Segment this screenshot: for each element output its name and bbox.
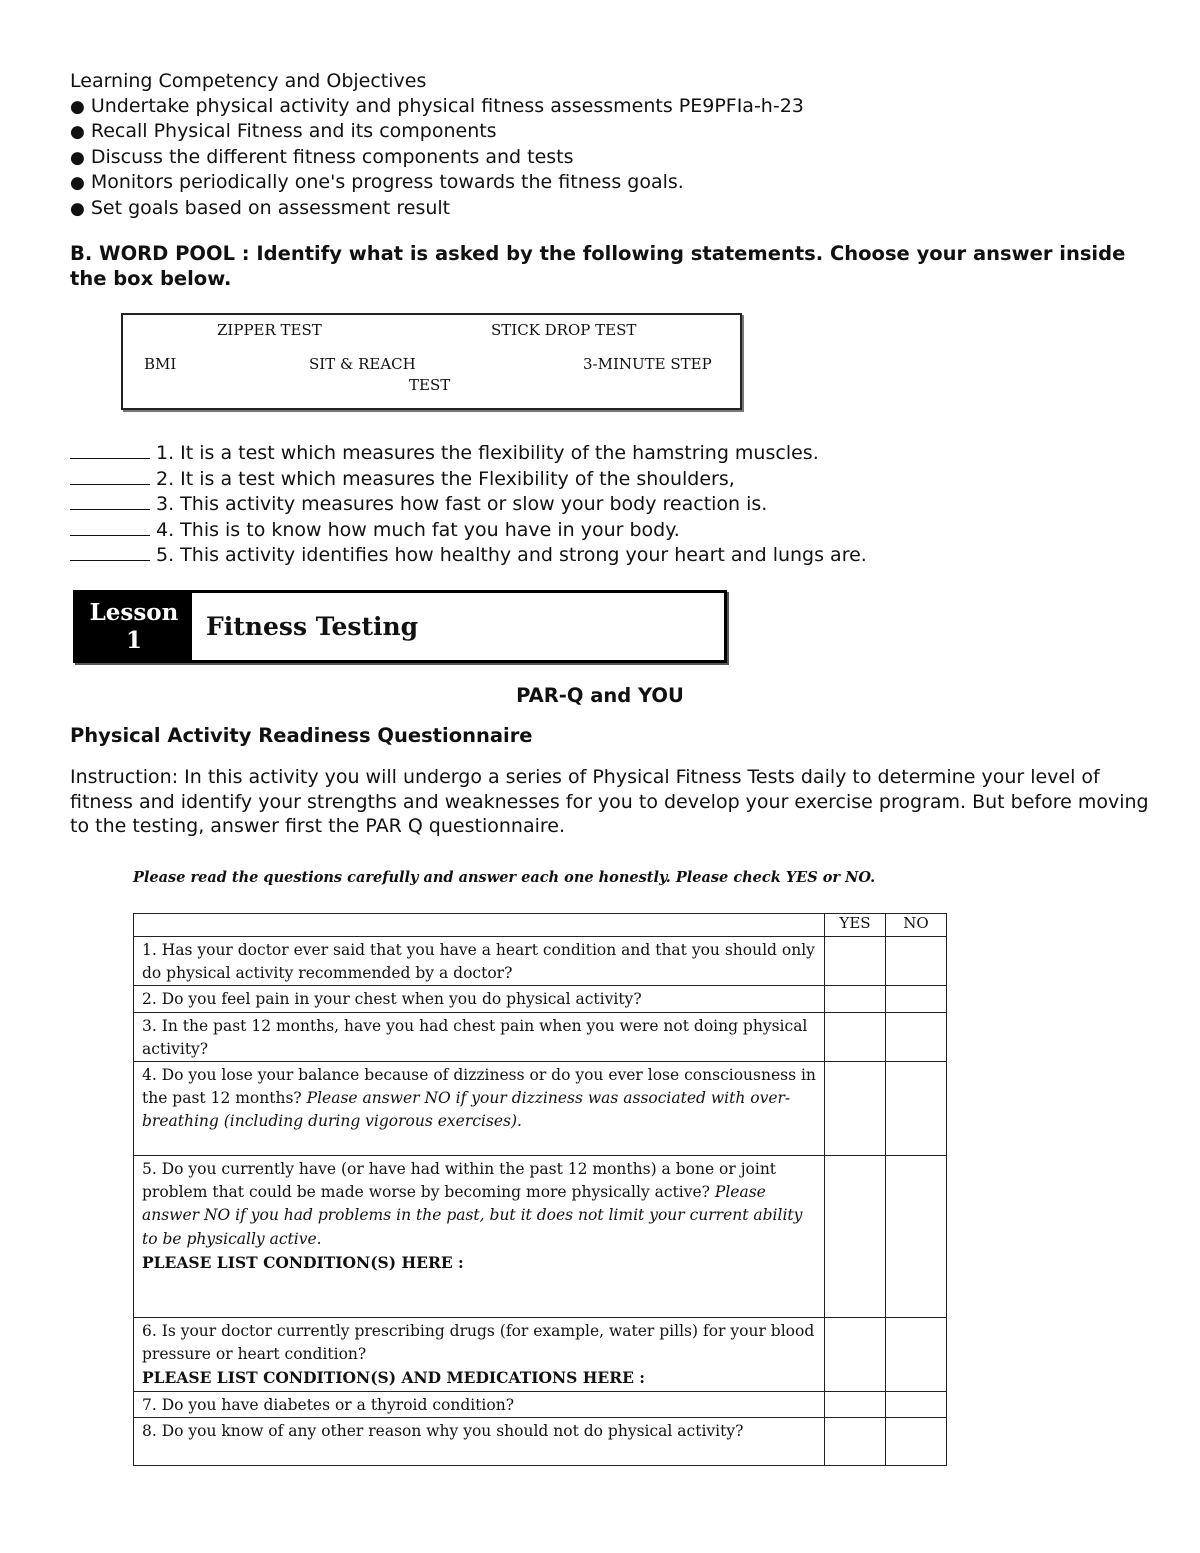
question-note: Please answer NO if your dizziness was associated with over-breathing (including during vigorous exercises). [142,1089,791,1131]
table-row [134,1062,947,1156]
competency-bullet: ● Set goals based on assessment result [70,196,451,219]
bullet-icon: ● [70,122,85,143]
yes-checkbox-cell[interactable] [825,1417,886,1465]
bullet-icon: ● [70,96,85,117]
parq-title: PAR-Q and YOU [516,684,684,707]
list-condition-prompt: PLEASE LIST CONDITION(S) HERE : [142,1252,464,1272]
competency-bullet: ● Monitors periodically one's progress towards the fitness goals. [70,171,684,194]
list-medication-prompt: PLEASE LIST CONDITION(S) AND MEDICATIONS HERE : [142,1368,646,1388]
yes-checkbox-cell[interactable] [825,1156,886,1318]
question-cell: 8. Do you know of any other reason why you should not do physical activity? [134,1417,825,1465]
lesson-number-block [76,593,192,660]
competency-bullet: ● Recall Physical Fitness and its components [70,120,497,143]
table-row [134,1391,947,1417]
competency-heading: Learning Competency and Objectives [70,70,427,92]
question-item: 5. This activity identifies how healthy and strong your heart and lungs are. [70,542,1150,568]
answer-blank[interactable] [70,466,150,485]
yes-checkbox-cell[interactable] [825,937,886,986]
no-checkbox-cell[interactable] [886,1156,947,1318]
yes-checkbox-cell[interactable] [825,1391,886,1417]
question-cell: 6. Is your doctor currently prescribing drugs (for example, water pills) for your blood pressure or heart condition? PLEASE LIST CONDITION(S) AND MEDICATIONS HERE : [134,1318,825,1392]
word-bmi: BMI [144,355,177,373]
question-cell: 3. In the past 12 months, have you had chest pain when you were not doing physical activity? [134,1012,825,1061]
competency-section [70,69,1150,222]
parq-table [133,913,947,1466]
table-row [134,1156,947,1318]
word-sit-reach: SIT & REACH [309,355,416,373]
yes-checkbox-cell[interactable] [825,1062,886,1156]
question-item: 4. This is to know how much fat you have in your body. [70,517,1150,543]
lesson-label: Lesson [89,599,179,626]
no-checkbox-cell[interactable] [886,986,947,1012]
no-checkbox-cell[interactable] [886,1012,947,1061]
question-cell: 5. Do you currently have (or have had within the past 12 months) a bone or joint problem that could be made worse by becoming more physically active? Please answer NO if you had problems in the past, but it does not limit your current ability to be physically active. PLEASE LIST CONDITION(S) HERE : [134,1156,825,1318]
no-header: NO [886,914,947,937]
bullet-icon: ● [70,173,85,194]
no-checkbox-cell[interactable] [886,937,947,986]
lesson-number: 1 [125,627,142,654]
lesson-banner [73,590,727,663]
table-row [134,1417,947,1465]
competency-bullet: ● Discuss the different fitness components and tests [70,145,574,168]
answer-blank[interactable] [70,440,150,459]
word-pool-heading: B. WORD POOL : Identify what is asked by the following statements. Choose your answer inside the box below. [70,242,1126,290]
question-cell: 7. Do you have diabetes or a thyroid condition? [134,1391,825,1417]
yes-checkbox-cell[interactable] [825,1012,886,1061]
question-cell: 1. Has your doctor ever said that you have a heart condition and that you should only do physical activity recommended by a doctor? [134,937,825,986]
table-intro: Please read the questions carefully and answer each one honestly. Please check YES or NO. [133,869,876,886]
table-row [134,1012,947,1061]
instruction-paragraph: Instruction: In this activity you will undergo a series of Physical Fitness Tests daily to determine your level of fitness and identify your strengths and weaknesses for you to develop your exercise program. But before moving to the testing, answer first the PAR Q questionnaire. [70,766,1149,838]
yes-checkbox-cell[interactable] [825,986,886,1012]
word-sit-reach-test: TEST [409,376,451,394]
question-cell: 2. Do you feel pain in your chest when you do physical activity? [134,986,825,1012]
yes-header: YES [825,914,886,937]
question-cell: 4. Do you lose your balance because of dizziness or do you ever lose consciousness in the past 12 months? Please answer NO if your dizziness was associated with over-breathing (including during vigorous exercises). [134,1062,825,1156]
answer-blank[interactable] [70,517,150,536]
parq-subtitle: Physical Activity Readiness Questionnaire [70,724,533,747]
yes-checkbox-cell[interactable] [825,1318,886,1392]
question-header [134,914,825,937]
word-stick-drop-test: STICK DROP TEST [491,321,637,339]
question-item: 1. It is a test which measures the flexibility of the hamstring muscles. [70,440,1150,466]
answer-blank[interactable] [70,542,150,561]
table-row [134,1318,947,1392]
lesson-title: Fitness Testing [206,612,419,641]
bullet-icon: ● [70,198,85,219]
question-item: 3. This activity measures how fast or slow your body reaction is. [70,491,1150,517]
no-checkbox-cell[interactable] [886,1391,947,1417]
word-pool-box [121,313,742,410]
word-zipper-test: ZIPPER TEST [217,321,322,339]
table-header-row [134,914,947,937]
table-row [134,986,947,1012]
question-note: Please answer NO if you had problems in the past, but it does not limit your current ability to be physically active. [142,1183,803,1248]
no-checkbox-cell[interactable] [886,1417,947,1465]
no-checkbox-cell[interactable] [886,1318,947,1392]
word-3-minute-step: 3-MINUTE STEP [583,355,712,373]
competency-bullet: ● Undertake physical activity and physical fitness assessments PE9PFIa-h-23 [70,94,804,117]
bullet-icon: ● [70,147,85,168]
table-row [134,937,947,986]
no-checkbox-cell[interactable] [886,1062,947,1156]
question-item: 2. It is a test which measures the Flexibility of the shoulders, [70,466,1150,492]
answer-blank[interactable] [70,491,150,510]
word-pool-questions [70,440,1150,568]
